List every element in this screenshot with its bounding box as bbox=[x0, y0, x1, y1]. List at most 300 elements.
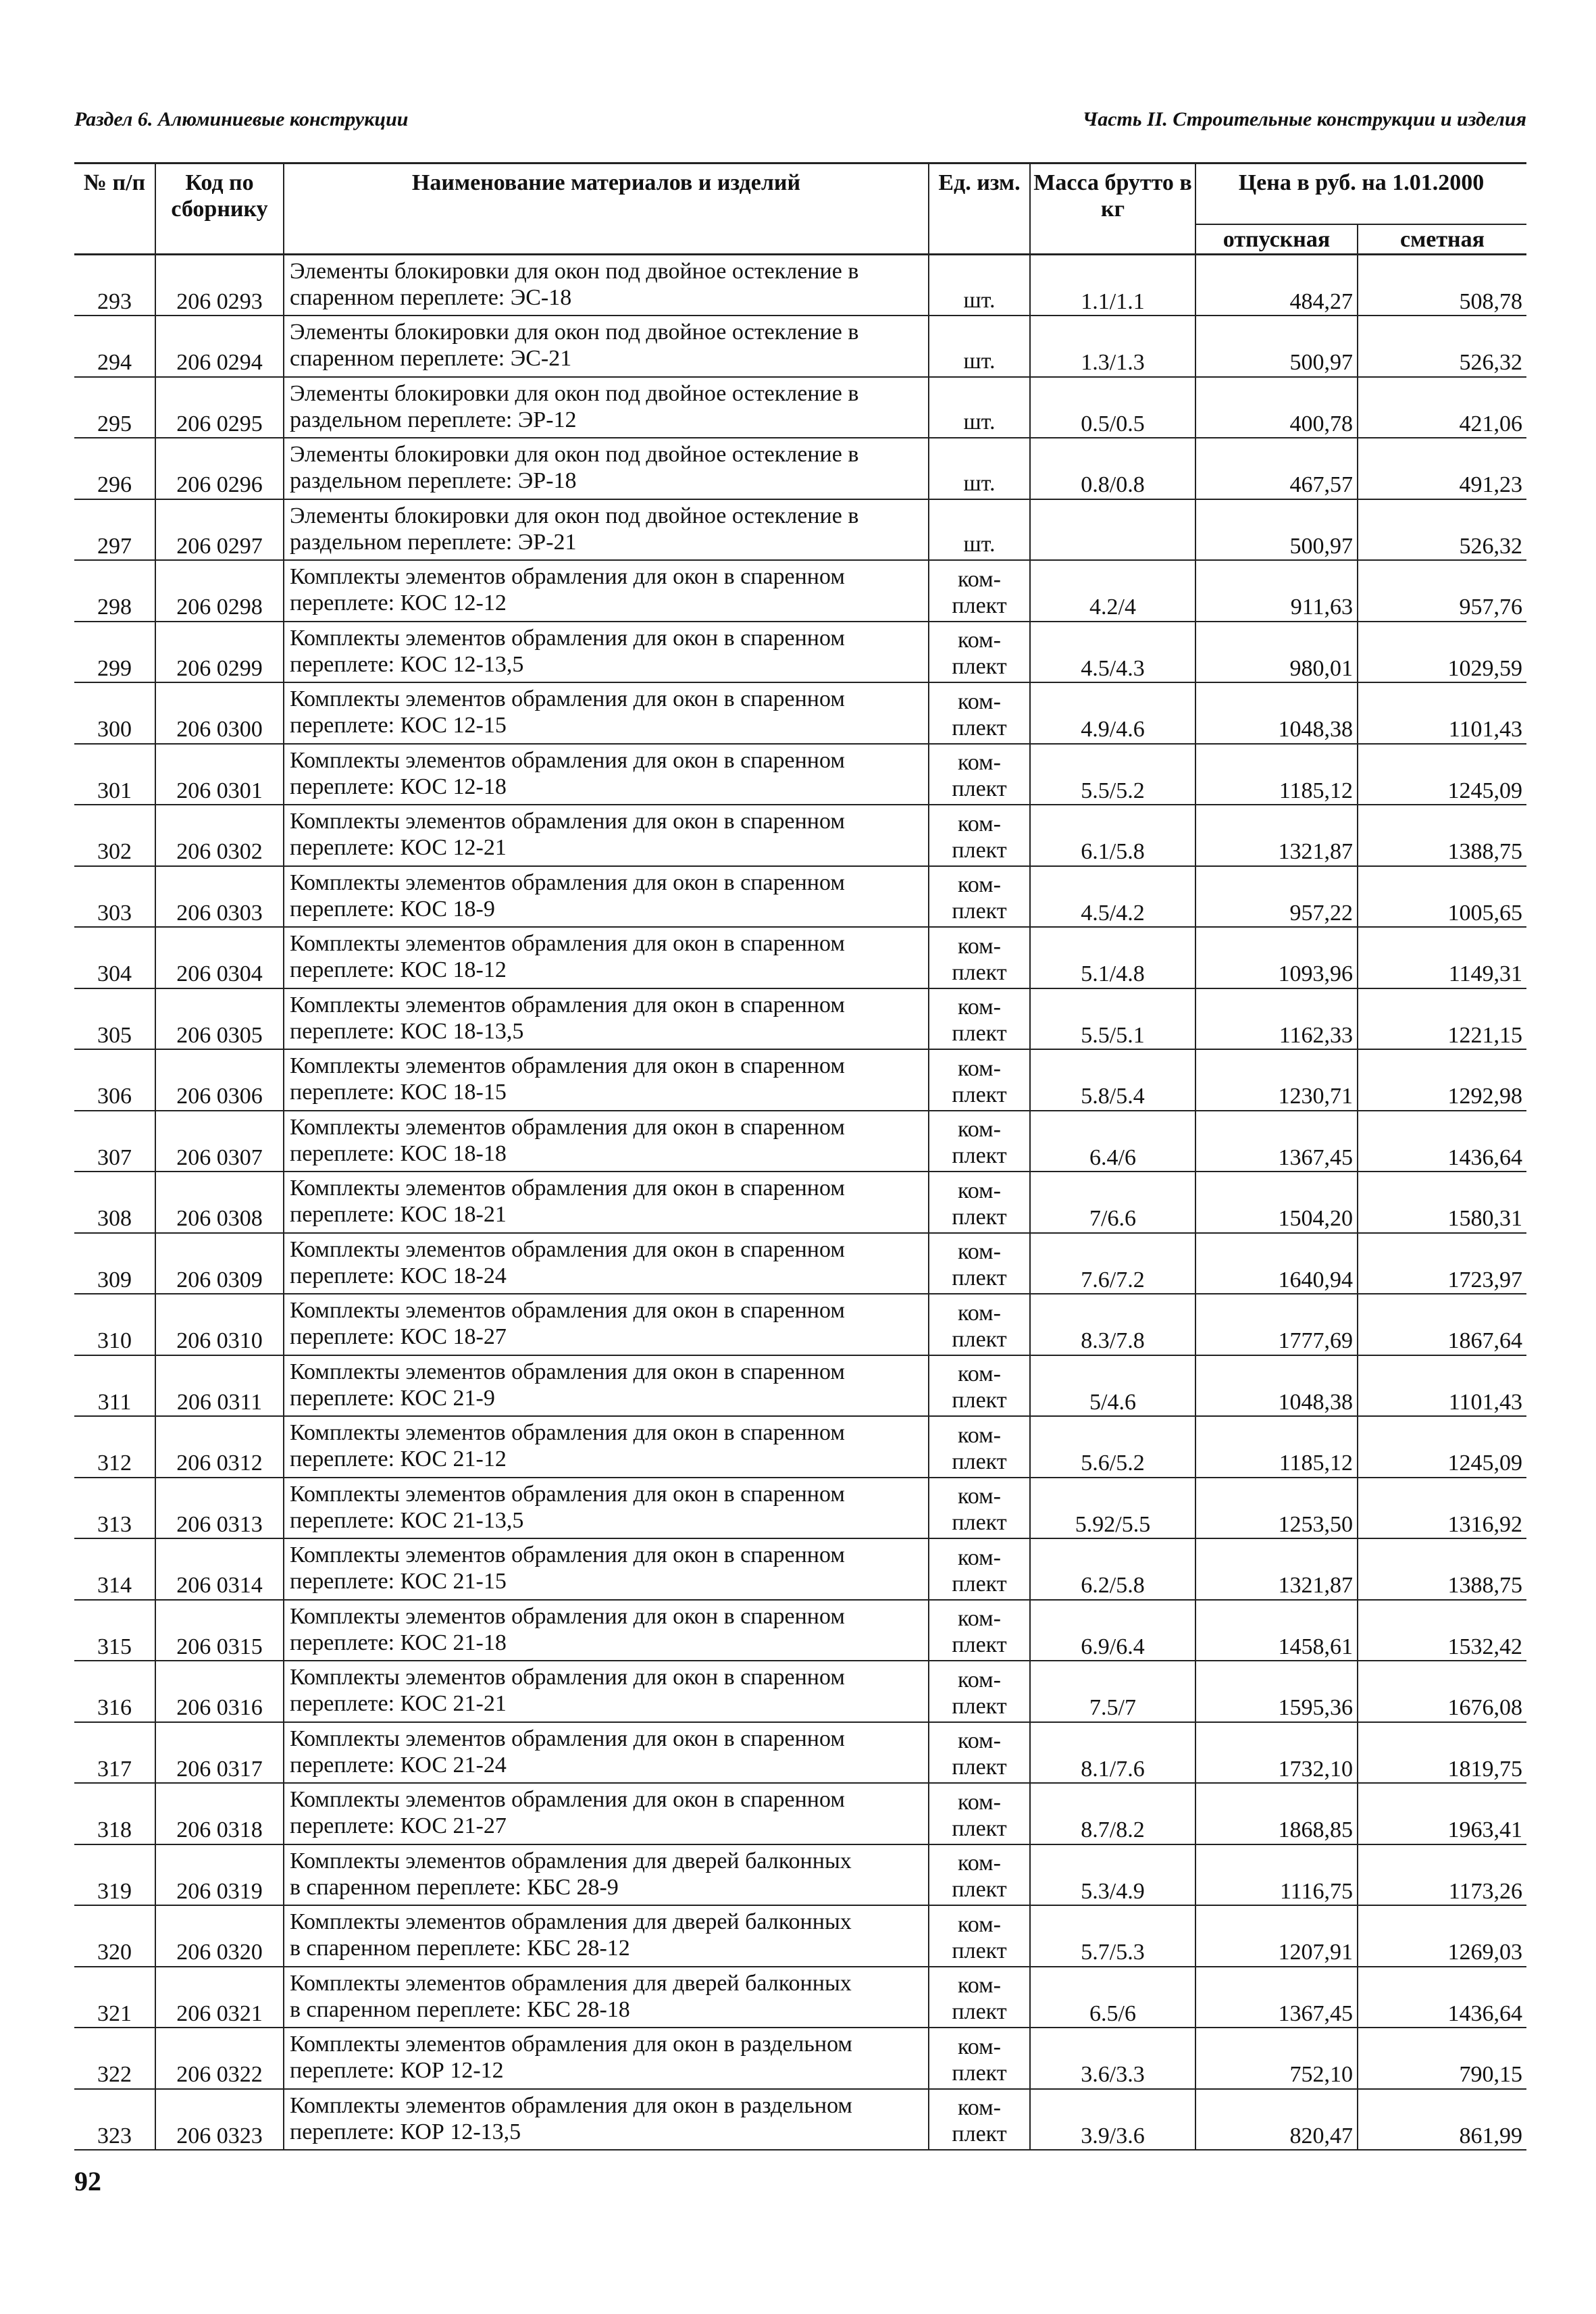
row-name bbox=[284, 1111, 929, 1172]
row-name bbox=[284, 682, 929, 744]
row-unit-line2: плект bbox=[952, 837, 1007, 863]
row-price-estimate: 1005,65 bbox=[1358, 866, 1526, 928]
row-num: 302 bbox=[74, 805, 155, 866]
row-unit bbox=[929, 805, 1030, 866]
row-name-line2: переплете: КОС 12-12 bbox=[290, 590, 507, 616]
row-name-line2: переплете: КОС 12-13,5 bbox=[290, 651, 524, 677]
row-name-line1: Элементы блокировки для окон под двойное остекление в bbox=[290, 442, 859, 467]
row-name-line1: Элементы блокировки для окон под двойное остекление в bbox=[290, 503, 859, 528]
row-mass: 8.1/7.6 bbox=[1030, 1722, 1195, 1784]
row-unit-line1: ком- bbox=[958, 1789, 1001, 1815]
row-unit-line1: ком- bbox=[958, 1055, 1001, 1081]
row-name-line2: переплете: КОС 21-12 bbox=[290, 1447, 507, 1472]
table-row bbox=[74, 1233, 1526, 1294]
row-unit-line2: плект bbox=[952, 1388, 1007, 1413]
row-name-line2: в спаренном переплете: КБС 28-18 bbox=[290, 1996, 630, 2022]
row-unit-line1: ком- bbox=[958, 1851, 1001, 1876]
row-mass: 7.6/7.2 bbox=[1030, 1233, 1195, 1294]
row-mass: 3.9/3.6 bbox=[1030, 2089, 1195, 2150]
row-price-estimate: 957,76 bbox=[1358, 560, 1526, 622]
row-price-estimate: 1316,92 bbox=[1358, 1478, 1526, 1539]
row-mass: 5.7/5.3 bbox=[1030, 1905, 1195, 1967]
row-name-line1: Комплекты элементов обрамления для окон в спаренном bbox=[290, 625, 845, 651]
table-row bbox=[74, 1355, 1526, 1417]
row-mass: 6.5/6 bbox=[1030, 1967, 1195, 2028]
row-unit bbox=[929, 1967, 1030, 2028]
row-name bbox=[284, 1416, 929, 1478]
row-price-estimate: 1173,26 bbox=[1358, 1844, 1526, 1906]
row-name-line2: переплете: КОС 21-21 bbox=[290, 1691, 507, 1717]
header-mass: Масса брутто в кг bbox=[1030, 164, 1195, 255]
table-row bbox=[74, 1172, 1526, 1233]
row-unit bbox=[929, 1844, 1030, 1906]
row-name bbox=[284, 1905, 929, 1967]
header-price-release: отпускная bbox=[1195, 224, 1358, 255]
row-mass: 0.5/0.5 bbox=[1030, 377, 1195, 438]
row-unit bbox=[929, 988, 1030, 1050]
row-code: 206 0323 bbox=[155, 2089, 284, 2150]
table-row bbox=[74, 2089, 1526, 2150]
row-name-line1: Комплекты элементов обрамления для окон в спаренном bbox=[290, 809, 845, 834]
row-num: 298 bbox=[74, 560, 155, 622]
table-row bbox=[74, 255, 1526, 316]
row-price-release: 1868,85 bbox=[1195, 1783, 1358, 1844]
row-unit-line1: ком- bbox=[958, 688, 1001, 714]
row-unit bbox=[929, 622, 1030, 683]
row-unit bbox=[929, 1905, 1030, 1967]
row-unit-line2: плект bbox=[952, 1265, 1007, 1291]
row-price-release: 1185,12 bbox=[1195, 744, 1358, 805]
row-name bbox=[284, 927, 929, 988]
row-unit bbox=[929, 682, 1030, 744]
row-name bbox=[284, 499, 929, 561]
table-row bbox=[74, 744, 1526, 805]
row-code: 206 0296 bbox=[155, 438, 284, 499]
row-num: 321 bbox=[74, 1967, 155, 2028]
running-head bbox=[74, 108, 1526, 142]
row-name-line2: переплете: КОС 21-27 bbox=[290, 1813, 507, 1839]
row-name-line1: Комплекты элементов обрамления для окон в спаренном bbox=[290, 1787, 845, 1812]
part-title: Часть II. Строительные конструкции и изделия bbox=[1082, 108, 1526, 130]
row-price-release: 752,10 bbox=[1195, 2028, 1358, 2089]
row-name-line2: переплете: КОС 12-21 bbox=[290, 835, 507, 861]
row-code: 206 0314 bbox=[155, 1538, 284, 1600]
row-code: 206 0310 bbox=[155, 1294, 284, 1355]
row-unit-line1: ком- bbox=[958, 2095, 1001, 2121]
row-code: 206 0312 bbox=[155, 1416, 284, 1478]
row-mass: 5.92/5.5 bbox=[1030, 1478, 1195, 1539]
table-row bbox=[74, 1478, 1526, 1539]
row-code: 206 0311 bbox=[155, 1355, 284, 1417]
row-unit-line2: плект bbox=[952, 1449, 1007, 1474]
row-price-release: 1321,87 bbox=[1195, 1538, 1358, 1600]
row-unit bbox=[929, 499, 1030, 561]
row-unit-line1: ком- bbox=[958, 1300, 1001, 1326]
row-name-line2: спаренном переплете: ЭС-18 bbox=[290, 285, 572, 311]
row-price-estimate: 1676,08 bbox=[1358, 1661, 1526, 1722]
row-unit-line2: плект bbox=[952, 1143, 1007, 1169]
row-num: 322 bbox=[74, 2028, 155, 2089]
row-name-line1: Элементы блокировки для окон под двойное остекление в bbox=[290, 320, 859, 345]
row-num: 297 bbox=[74, 499, 155, 561]
row-num: 299 bbox=[74, 622, 155, 683]
row-name-line2: в спаренном переплете: КБС 28-9 bbox=[290, 1874, 619, 1900]
row-num: 316 bbox=[74, 1661, 155, 1722]
row-num: 300 bbox=[74, 682, 155, 744]
row-name-line2: раздельном переплете: ЭР-12 bbox=[290, 407, 577, 432]
row-code: 206 0300 bbox=[155, 682, 284, 744]
row-unit-line2: плект bbox=[952, 2121, 1007, 2147]
header-price-estimate: сметная bbox=[1358, 224, 1526, 255]
row-code: 206 0304 bbox=[155, 927, 284, 988]
row-unit-line2: плект bbox=[952, 2060, 1007, 2086]
section-title: Раздел 6. Алюминиевые конструкции bbox=[74, 108, 409, 130]
row-unit-line2: шт. bbox=[963, 287, 996, 313]
table-row bbox=[74, 927, 1526, 988]
row-unit-line2: шт. bbox=[963, 470, 996, 496]
header-price: Цена в руб. на 1.01.2000 bbox=[1195, 164, 1526, 225]
row-mass: 0.8/0.8 bbox=[1030, 438, 1195, 499]
row-mass: 1.3/1.3 bbox=[1030, 316, 1195, 377]
table-row bbox=[74, 1538, 1526, 1600]
row-name bbox=[284, 744, 929, 805]
table-body bbox=[74, 255, 1526, 2150]
row-name-line1: Элементы блокировки для окон под двойное остекление в bbox=[290, 259, 859, 284]
row-name-line1: Комплекты элементов обрамления для окон в спаренном bbox=[290, 1726, 845, 1751]
row-price-release: 820,47 bbox=[1195, 2089, 1358, 2150]
row-unit bbox=[929, 438, 1030, 499]
row-name-line1: Комплекты элементов обрамления для окон в спаренном bbox=[290, 1114, 845, 1140]
row-price-release: 467,57 bbox=[1195, 438, 1358, 499]
row-unit-line2: плект bbox=[952, 654, 1007, 680]
row-unit bbox=[929, 744, 1030, 805]
row-unit-line1: ком- bbox=[958, 2034, 1001, 2059]
row-price-release: 1185,12 bbox=[1195, 1416, 1358, 1478]
row-num: 318 bbox=[74, 1783, 155, 1844]
row-unit-line2: плект bbox=[952, 1938, 1007, 1963]
row-code: 206 0303 bbox=[155, 866, 284, 928]
row-num: 312 bbox=[74, 1416, 155, 1478]
table-row bbox=[74, 1967, 1526, 2028]
row-price-release: 980,01 bbox=[1195, 622, 1358, 683]
row-name bbox=[284, 1600, 929, 1661]
row-unit-line1: ком- bbox=[958, 1117, 1001, 1142]
row-mass: 5.6/5.2 bbox=[1030, 1416, 1195, 1478]
row-name bbox=[284, 377, 929, 438]
row-price-estimate: 1221,15 bbox=[1358, 988, 1526, 1050]
row-name-line2: переплете: КОС 18-12 bbox=[290, 957, 507, 983]
row-unit-line2: плект bbox=[952, 715, 1007, 740]
row-name-line2: переплете: КОС 18-24 bbox=[290, 1263, 507, 1288]
row-mass: 4.5/4.3 bbox=[1030, 622, 1195, 683]
row-mass: 3.6/3.3 bbox=[1030, 2028, 1195, 2089]
table-row bbox=[74, 1905, 1526, 1967]
row-name bbox=[284, 1355, 929, 1417]
row-price-release: 1162,33 bbox=[1195, 988, 1358, 1050]
row-price-estimate: 1292,98 bbox=[1358, 1049, 1526, 1111]
row-unit-line2: плект bbox=[952, 959, 1007, 985]
row-price-estimate: 508,78 bbox=[1358, 255, 1526, 316]
row-mass: 1.1/1.1 bbox=[1030, 255, 1195, 316]
row-unit bbox=[929, 316, 1030, 377]
table-row bbox=[74, 1600, 1526, 1661]
row-unit bbox=[929, 1294, 1030, 1355]
row-unit-line1: ком- bbox=[958, 1667, 1001, 1692]
row-name-line1: Комплекты элементов обрамления для окон в спаренном bbox=[290, 1053, 845, 1078]
row-name-line1: Комплекты элементов обрамления для окон в спаренном bbox=[290, 1603, 845, 1629]
row-price-release: 1207,91 bbox=[1195, 1905, 1358, 1967]
row-name-line1: Комплекты элементов обрамления для окон в спаренном bbox=[290, 870, 845, 895]
table-row bbox=[74, 438, 1526, 499]
table-row bbox=[74, 316, 1526, 377]
row-num: 304 bbox=[74, 927, 155, 988]
row-code: 206 0316 bbox=[155, 1661, 284, 1722]
row-unit-line1: ком- bbox=[958, 628, 1001, 653]
header-code: Код по сборнику bbox=[155, 164, 284, 255]
row-code: 206 0297 bbox=[155, 499, 284, 561]
row-name-line1: Комплекты элементов обрамления для окон в спаренном bbox=[290, 1236, 845, 1262]
row-code: 206 0307 bbox=[155, 1111, 284, 1172]
row-name-line2: переплете: КОС 21-13,5 bbox=[290, 1507, 524, 1533]
row-name bbox=[284, 1783, 929, 1844]
row-name bbox=[284, 1478, 929, 1539]
row-price-estimate: 1269,03 bbox=[1358, 1905, 1526, 1967]
row-mass: 7.5/7 bbox=[1030, 1661, 1195, 1722]
row-price-release: 957,22 bbox=[1195, 866, 1358, 928]
row-unit bbox=[929, 1355, 1030, 1417]
row-num: 320 bbox=[74, 1905, 155, 1967]
row-price-estimate: 1388,75 bbox=[1358, 1538, 1526, 1600]
row-name bbox=[284, 316, 929, 377]
row-num: 309 bbox=[74, 1233, 155, 1294]
row-unit-line2: плект bbox=[952, 1632, 1007, 1658]
page-number: 92 bbox=[74, 2166, 101, 2196]
row-unit-line2: плект bbox=[952, 1082, 1007, 1107]
table-row bbox=[74, 377, 1526, 438]
row-code: 206 0320 bbox=[155, 1905, 284, 1967]
row-name bbox=[284, 866, 929, 928]
row-price-estimate: 1101,43 bbox=[1358, 682, 1526, 744]
row-name-line2: переплете: КОС 18-21 bbox=[290, 1202, 507, 1228]
row-num: 307 bbox=[74, 1111, 155, 1172]
row-name-line1: Комплекты элементов обрамления для окон в спаренном bbox=[290, 1359, 845, 1384]
row-mass: 5.8/5.4 bbox=[1030, 1049, 1195, 1111]
row-price-release: 1048,38 bbox=[1195, 1355, 1358, 1417]
row-code: 206 0299 bbox=[155, 622, 284, 683]
row-unit-line1: ком- bbox=[958, 1484, 1001, 1509]
row-name-line1: Элементы блокировки для окон под двойное остекление в bbox=[290, 380, 859, 406]
table-row bbox=[74, 866, 1526, 928]
row-price-estimate: 1436,64 bbox=[1358, 1967, 1526, 2028]
row-unit-line1: ком- bbox=[958, 750, 1001, 776]
row-name bbox=[284, 1172, 929, 1233]
row-unit bbox=[929, 927, 1030, 988]
row-unit-line2: плект bbox=[952, 1326, 1007, 1352]
row-price-release: 1504,20 bbox=[1195, 1172, 1358, 1233]
row-name-line1: Комплекты элементов обрамления для дверей балконных bbox=[290, 1970, 852, 1996]
row-unit-line2: плект bbox=[952, 1815, 1007, 1841]
row-num: 295 bbox=[74, 377, 155, 438]
row-price-release: 1253,50 bbox=[1195, 1478, 1358, 1539]
table-row bbox=[74, 682, 1526, 744]
row-name-line2: переплете: КОС 21-9 bbox=[290, 1385, 495, 1411]
row-name bbox=[284, 1661, 929, 1722]
row-price-release: 1230,71 bbox=[1195, 1049, 1358, 1111]
row-name bbox=[284, 1233, 929, 1294]
row-name-line2: в спаренном переплете: КБС 28-12 bbox=[290, 1936, 630, 1961]
row-unit bbox=[929, 2089, 1030, 2150]
row-mass: 4.5/4.2 bbox=[1030, 866, 1195, 928]
row-price-release: 911,63 bbox=[1195, 560, 1358, 622]
table-row bbox=[74, 805, 1526, 866]
row-name-line2: переплете: КОС 21-24 bbox=[290, 1752, 507, 1778]
row-unit-line1: ком- bbox=[958, 566, 1001, 592]
row-unit-line1: ком- bbox=[958, 1544, 1001, 1570]
row-price-release: 500,97 bbox=[1195, 499, 1358, 561]
row-price-estimate: 1723,97 bbox=[1358, 1233, 1526, 1294]
row-unit bbox=[929, 1661, 1030, 1722]
row-num: 303 bbox=[74, 866, 155, 928]
row-num: 323 bbox=[74, 2089, 155, 2150]
row-unit-line2: плект bbox=[952, 593, 1007, 618]
row-price-release: 1367,45 bbox=[1195, 1967, 1358, 2028]
row-mass: 6.2/5.8 bbox=[1030, 1538, 1195, 1600]
row-num: 319 bbox=[74, 1844, 155, 1906]
row-unit-line2: плект bbox=[952, 1510, 1007, 1536]
table-row bbox=[74, 1294, 1526, 1355]
row-code: 206 0322 bbox=[155, 2028, 284, 2089]
price-table bbox=[74, 162, 1526, 2150]
row-name-line1: Комплекты элементов обрамления для окон в спаренном bbox=[290, 747, 845, 773]
row-name-line2: спаренном переплете: ЭС-21 bbox=[290, 346, 572, 372]
row-price-release: 1093,96 bbox=[1195, 927, 1358, 988]
row-unit-line1: ком- bbox=[958, 995, 1001, 1020]
row-mass: 7/6.6 bbox=[1030, 1172, 1195, 1233]
row-price-estimate: 1819,75 bbox=[1358, 1722, 1526, 1784]
row-price-estimate: 861,99 bbox=[1358, 2089, 1526, 2150]
table-row bbox=[74, 499, 1526, 561]
row-price-estimate: 421,06 bbox=[1358, 377, 1526, 438]
table-row bbox=[74, 2028, 1526, 2089]
row-unit bbox=[929, 1783, 1030, 1844]
row-price-estimate: 526,32 bbox=[1358, 316, 1526, 377]
row-name bbox=[284, 1049, 929, 1111]
row-price-estimate: 526,32 bbox=[1358, 499, 1526, 561]
row-num: 317 bbox=[74, 1722, 155, 1784]
row-name-line2: переплете: КОС 18-27 bbox=[290, 1324, 507, 1350]
row-unit-line1: ком- bbox=[958, 1422, 1001, 1448]
row-unit-line1: ком- bbox=[958, 1973, 1001, 1998]
row-unit bbox=[929, 255, 1030, 316]
row-code: 206 0302 bbox=[155, 805, 284, 866]
row-code: 206 0313 bbox=[155, 1478, 284, 1539]
row-name-line1: Комплекты элементов обрамления для окон в спаренном bbox=[290, 686, 845, 711]
row-unit-line1: ком- bbox=[958, 872, 1001, 898]
table-header bbox=[74, 164, 1526, 255]
row-name-line2: переплете: КОС 21-18 bbox=[290, 1630, 507, 1655]
row-mass: 5.1/4.8 bbox=[1030, 927, 1195, 988]
row-name-line1: Комплекты элементов обрамления для дверей балконных bbox=[290, 1848, 852, 1873]
row-price-estimate: 1149,31 bbox=[1358, 927, 1526, 988]
row-unit bbox=[929, 2028, 1030, 2089]
row-code: 206 0309 bbox=[155, 1233, 284, 1294]
row-unit-line2: плект bbox=[952, 1571, 1007, 1596]
row-num: 305 bbox=[74, 988, 155, 1050]
row-code: 206 0305 bbox=[155, 988, 284, 1050]
row-unit-line1: ком- bbox=[958, 1606, 1001, 1632]
row-unit bbox=[929, 1172, 1030, 1233]
row-price-release: 500,97 bbox=[1195, 316, 1358, 377]
row-unit-line2: плект bbox=[952, 1999, 1007, 2025]
row-mass: 4.2/4 bbox=[1030, 560, 1195, 622]
row-unit bbox=[929, 377, 1030, 438]
table-row bbox=[74, 1049, 1526, 1111]
row-mass: 5.3/4.9 bbox=[1030, 1844, 1195, 1906]
row-mass: 5/4.6 bbox=[1030, 1355, 1195, 1417]
row-name-line1: Комплекты элементов обрамления для окон в спаренном bbox=[290, 564, 845, 589]
row-name-line2: переплете: КОР 12-12 bbox=[290, 2058, 504, 2084]
row-price-release: 1640,94 bbox=[1195, 1233, 1358, 1294]
row-name bbox=[284, 805, 929, 866]
row-price-estimate: 1245,09 bbox=[1358, 744, 1526, 805]
row-mass: 5.5/5.2 bbox=[1030, 744, 1195, 805]
row-num: 294 bbox=[74, 316, 155, 377]
row-name bbox=[284, 560, 929, 622]
row-unit-line1: ком- bbox=[958, 1239, 1001, 1265]
table-row bbox=[74, 1722, 1526, 1784]
row-name-line2: переплете: КОС 21-15 bbox=[290, 1569, 507, 1594]
row-unit-line2: плект bbox=[952, 1877, 1007, 1903]
row-num: 315 bbox=[74, 1600, 155, 1661]
row-name-line2: раздельном переплете: ЭР-18 bbox=[290, 468, 577, 494]
row-price-estimate: 1580,31 bbox=[1358, 1172, 1526, 1233]
row-price-release: 1458,61 bbox=[1195, 1600, 1358, 1661]
row-price-release: 1595,36 bbox=[1195, 1661, 1358, 1722]
row-unit bbox=[929, 1049, 1030, 1111]
row-price-estimate: 1963,41 bbox=[1358, 1783, 1526, 1844]
row-unit-line2: шт. bbox=[963, 532, 996, 557]
row-name-line1: Комплекты элементов обрамления для окон в раздельном bbox=[290, 2032, 852, 2057]
table-row bbox=[74, 1111, 1526, 1172]
table-row bbox=[74, 1844, 1526, 1906]
row-price-release: 1732,10 bbox=[1195, 1722, 1358, 1784]
row-code: 206 0315 bbox=[155, 1600, 284, 1661]
row-unit-line2: шт. bbox=[963, 348, 996, 374]
row-name bbox=[284, 438, 929, 499]
row-price-release: 1367,45 bbox=[1195, 1111, 1358, 1172]
row-price-estimate: 1532,42 bbox=[1358, 1600, 1526, 1661]
row-name-line1: Комплекты элементов обрамления для окон в спаренном bbox=[290, 1542, 845, 1567]
row-name-line2: переплете: КОС 18-13,5 bbox=[290, 1018, 524, 1044]
row-num: 306 bbox=[74, 1049, 155, 1111]
row-num: 308 bbox=[74, 1172, 155, 1233]
row-name-line1: Комплекты элементов обрамления для окон в спаренном bbox=[290, 1298, 845, 1323]
row-price-release: 1777,69 bbox=[1195, 1294, 1358, 1355]
row-name bbox=[284, 1967, 929, 2028]
row-name-line2: переплете: КОС 18-9 bbox=[290, 896, 495, 922]
row-code: 206 0317 bbox=[155, 1722, 284, 1784]
row-mass bbox=[1030, 499, 1195, 561]
row-unit-line1: ком- bbox=[958, 933, 1001, 959]
row-name-line2: раздельном переплете: ЭР-21 bbox=[290, 529, 577, 555]
header-unit: Ед. изм. bbox=[929, 164, 1030, 255]
row-code: 206 0308 bbox=[155, 1172, 284, 1233]
row-unit-line2: плект bbox=[952, 1755, 1007, 1780]
table-row bbox=[74, 988, 1526, 1050]
row-name bbox=[284, 2028, 929, 2089]
row-name-line1: Комплекты элементов обрамления для окон в спаренном bbox=[290, 1420, 845, 1445]
row-unit-line1: ком- bbox=[958, 811, 1001, 836]
